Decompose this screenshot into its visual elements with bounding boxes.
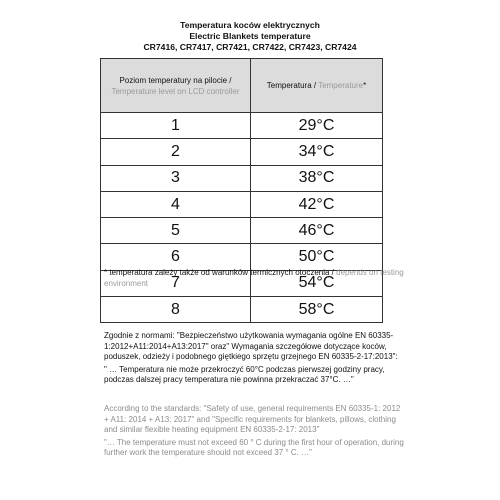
title-polish: Temperatura koców elektrycznych	[180, 20, 320, 30]
header-temp-pl: Temperatura /	[266, 81, 317, 90]
standards-english-intro: According to the standards: "Safety of use, general requirements EN 60335-1: 2012 + A11: 2014 + A13: 2017" and "Specific requirements for blankets, pillows, clothing and similar flexible heating equipment EN 60335-2-17: 2013"	[104, 404, 401, 434]
table-row	[101, 113, 383, 139]
temp-cell: 58°C	[251, 297, 383, 323]
standards-polish-quote: " … Temperatura nie może przekroczyć 60°C podczas pierwszej godziny pracy, podczas dalszej pracy temperatura nie powinna przekraczać 37°C. …"	[104, 364, 385, 384]
standards-english-quote: "… The temperature must not exceed 60 ° C during the first hour of operation, during further work the temperature should not exceed 37 ° C. …"	[104, 437, 404, 457]
header-temp-en: Temperature	[318, 81, 364, 90]
temp-cell: 46°C	[251, 218, 383, 244]
level-cell: 7	[101, 270, 251, 296]
title-models: CR7416, CR7417, CR7421, CR7422, CR7423, CR7424	[143, 42, 357, 52]
level-cell: 3	[101, 165, 251, 191]
header-level-en: Temperature level on LCD controller	[111, 86, 240, 96]
footnote-en: depends on testing environment	[104, 268, 404, 288]
table-row	[101, 297, 383, 323]
table-row	[101, 218, 383, 244]
temp-cell: 42°C	[251, 191, 383, 217]
document-title	[0, 20, 500, 53]
temp-cell: 38°C	[251, 165, 383, 191]
temp-cell: 34°C	[251, 139, 383, 165]
header-temp-asterisk: *	[363, 81, 367, 90]
level-cell: 1	[101, 113, 251, 139]
standards-english	[104, 404, 404, 459]
table-row	[101, 139, 383, 165]
footnote-pl: * temperatura zależy także od warunków termicznych otoczenia /	[104, 268, 334, 277]
table-row	[101, 191, 383, 217]
level-cell: 2	[101, 139, 251, 165]
level-cell: 5	[101, 218, 251, 244]
header-level-pl: Poziom temperatury na pilocie /	[119, 75, 232, 85]
header-temperature	[251, 59, 383, 113]
title-english: Electric Blankets temperature	[189, 31, 311, 41]
standards-polish-intro: Zgodnie z normami: "Bezpieczeństwo użytkowania wymagania ogólne EN 60335-1:2012+A11:2014+A13:2017" oraz" Wymagania szczegółowe dotyczące koców, poduszek, odzieży i podobnego giętkiego sprzętu grzejnego EN 60335-2-17:2013":	[104, 331, 398, 361]
temp-cell: 54°C	[251, 270, 383, 296]
table-header-row	[101, 59, 383, 113]
level-cell: 8	[101, 297, 251, 323]
table-row	[101, 244, 383, 270]
table-footnote	[104, 268, 404, 289]
standards-polish	[104, 331, 404, 386]
temp-cell: 50°C	[251, 244, 383, 270]
level-cell: 6	[101, 244, 251, 270]
header-level	[101, 59, 251, 113]
table-row	[101, 165, 383, 191]
level-cell: 4	[101, 191, 251, 217]
temp-cell: 29°C	[251, 113, 383, 139]
